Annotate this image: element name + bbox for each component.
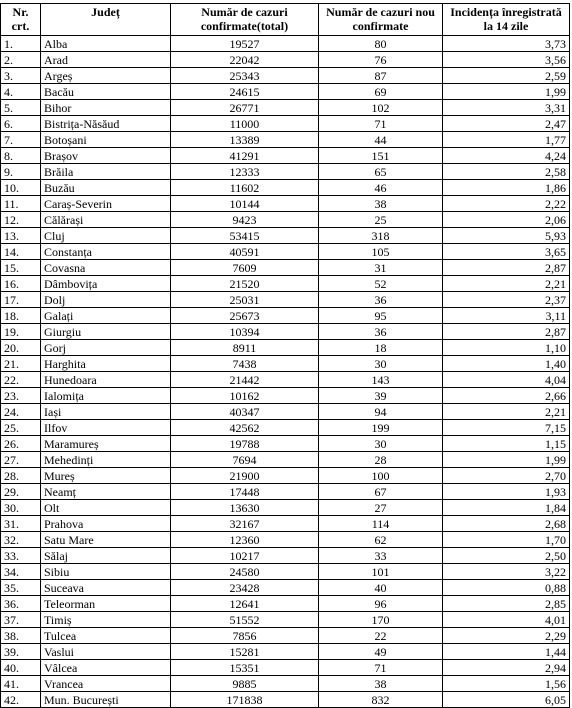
table-row xyxy=(1,244,570,260)
cell-judet: Vrancea xyxy=(41,676,171,692)
cell-confirmed-total: 15351 xyxy=(171,660,319,676)
cell-nr-crt: 26. xyxy=(1,436,41,452)
table-row xyxy=(1,36,570,52)
cell-confirmed-total: 25673 xyxy=(171,308,319,324)
cell-new-confirmed: 52 xyxy=(319,276,443,292)
table-row xyxy=(1,324,570,340)
cell-confirmed-total: 41291 xyxy=(171,148,319,164)
cell-incidence: 2,58 xyxy=(443,164,570,180)
table-row xyxy=(1,340,570,356)
cell-nr-crt: 24. xyxy=(1,404,41,420)
cell-new-confirmed: 199 xyxy=(319,420,443,436)
cell-judet: Maramureș xyxy=(41,436,171,452)
cell-incidence: 2,94 xyxy=(443,660,570,676)
cell-confirmed-total: 13630 xyxy=(171,500,319,516)
cell-new-confirmed: 22 xyxy=(319,628,443,644)
cell-new-confirmed: 39 xyxy=(319,388,443,404)
cell-nr-crt: 29. xyxy=(1,484,41,500)
cell-judet: Vaslui xyxy=(41,644,171,660)
cell-incidence: 1,44 xyxy=(443,644,570,660)
cell-new-confirmed: 38 xyxy=(319,196,443,212)
cell-incidence: 3,22 xyxy=(443,564,570,580)
cell-judet: Mehedinți xyxy=(41,452,171,468)
cell-nr-crt: 5. xyxy=(1,100,41,116)
cell-confirmed-total: 53415 xyxy=(171,228,319,244)
table-row xyxy=(1,292,570,308)
cell-confirmed-total: 10144 xyxy=(171,196,319,212)
cell-judet: Galați xyxy=(41,308,171,324)
cell-new-confirmed: 31 xyxy=(319,260,443,276)
table-row xyxy=(1,132,570,148)
cell-incidence: 1,84 xyxy=(443,500,570,516)
cell-incidence: 4,01 xyxy=(443,612,570,628)
cell-confirmed-total: 171838 xyxy=(171,692,319,708)
cell-nr-crt: 19. xyxy=(1,324,41,340)
cell-nr-crt: 15. xyxy=(1,260,41,276)
cell-incidence: 3,31 xyxy=(443,100,570,116)
header-confirmed-total: Număr de cazuri confirmate(total) xyxy=(171,4,319,36)
cell-new-confirmed: 100 xyxy=(319,468,443,484)
cell-confirmed-total: 13389 xyxy=(171,132,319,148)
table-row xyxy=(1,692,570,708)
cell-confirmed-total: 22042 xyxy=(171,52,319,68)
cell-incidence: 3,65 xyxy=(443,244,570,260)
table-row xyxy=(1,452,570,468)
cell-confirmed-total: 25031 xyxy=(171,292,319,308)
cell-judet: Vâlcea xyxy=(41,660,171,676)
cell-new-confirmed: 46 xyxy=(319,180,443,196)
cell-new-confirmed: 71 xyxy=(319,116,443,132)
cell-confirmed-total: 21520 xyxy=(171,276,319,292)
cell-incidence: 2,21 xyxy=(443,276,570,292)
table-body xyxy=(1,36,570,708)
table-row xyxy=(1,180,570,196)
cell-incidence: 1,10 xyxy=(443,340,570,356)
cell-confirmed-total: 11000 xyxy=(171,116,319,132)
cell-judet: Prahova xyxy=(41,516,171,532)
cell-judet: Bacău xyxy=(41,84,171,100)
cell-incidence: 2,68 xyxy=(443,516,570,532)
cell-judet: Neamț xyxy=(41,484,171,500)
cell-judet: Argeș xyxy=(41,68,171,84)
table-row xyxy=(1,356,570,372)
cell-nr-crt: 16. xyxy=(1,276,41,292)
cell-nr-crt: 32. xyxy=(1,532,41,548)
cell-confirmed-total: 7609 xyxy=(171,260,319,276)
cell-incidence: 2,70 xyxy=(443,468,570,484)
cell-nr-crt: 18. xyxy=(1,308,41,324)
header-new-confirmed: Număr de cazuri nou confirmate xyxy=(319,4,443,36)
cell-incidence: 1,70 xyxy=(443,532,570,548)
cell-nr-crt: 34. xyxy=(1,564,41,580)
table-row xyxy=(1,308,570,324)
table-row xyxy=(1,164,570,180)
table-row xyxy=(1,532,570,548)
cell-new-confirmed: 49 xyxy=(319,644,443,660)
cell-new-confirmed: 69 xyxy=(319,84,443,100)
cell-incidence: 2,06 xyxy=(443,212,570,228)
cell-incidence: 3,11 xyxy=(443,308,570,324)
cell-incidence: 2,21 xyxy=(443,404,570,420)
covid-county-table xyxy=(0,3,570,708)
cell-incidence: 2,59 xyxy=(443,68,570,84)
cell-incidence: 2,50 xyxy=(443,548,570,564)
cell-incidence: 1,15 xyxy=(443,436,570,452)
header-judet: Județ xyxy=(41,4,171,36)
cell-incidence: 2,87 xyxy=(443,324,570,340)
table-row xyxy=(1,148,570,164)
table-row xyxy=(1,420,570,436)
cell-judet: Bistrița-Năsăud xyxy=(41,116,171,132)
cell-judet: Sibiu xyxy=(41,564,171,580)
cell-incidence: 2,66 xyxy=(443,388,570,404)
cell-nr-crt: 22. xyxy=(1,372,41,388)
table-row xyxy=(1,676,570,692)
table-row xyxy=(1,500,570,516)
cell-judet: Iași xyxy=(41,404,171,420)
cell-judet: Constanța xyxy=(41,244,171,260)
cell-incidence: 1,99 xyxy=(443,84,570,100)
cell-judet: Timiș xyxy=(41,612,171,628)
cell-confirmed-total: 15281 xyxy=(171,644,319,660)
cell-incidence: 7,15 xyxy=(443,420,570,436)
table-row xyxy=(1,628,570,644)
cell-nr-crt: 42. xyxy=(1,692,41,708)
cell-confirmed-total: 25343 xyxy=(171,68,319,84)
cell-new-confirmed: 65 xyxy=(319,164,443,180)
cell-confirmed-total: 40347 xyxy=(171,404,319,420)
table-row xyxy=(1,516,570,532)
table-row xyxy=(1,580,570,596)
cell-new-confirmed: 105 xyxy=(319,244,443,260)
cell-incidence: 1,77 xyxy=(443,132,570,148)
cell-judet: Buzău xyxy=(41,180,171,196)
cell-new-confirmed: 40 xyxy=(319,580,443,596)
cell-new-confirmed: 28 xyxy=(319,452,443,468)
table-row xyxy=(1,52,570,68)
cell-nr-crt: 3. xyxy=(1,68,41,84)
cell-nr-crt: 17. xyxy=(1,292,41,308)
cell-confirmed-total: 24615 xyxy=(171,84,319,100)
cell-nr-crt: 10. xyxy=(1,180,41,196)
table-row xyxy=(1,468,570,484)
cell-confirmed-total: 10217 xyxy=(171,548,319,564)
cell-judet: Botoșani xyxy=(41,132,171,148)
cell-new-confirmed: 44 xyxy=(319,132,443,148)
table-row xyxy=(1,68,570,84)
table-row xyxy=(1,436,570,452)
cell-judet: Satu Mare xyxy=(41,532,171,548)
cell-nr-crt: 6. xyxy=(1,116,41,132)
cell-new-confirmed: 101 xyxy=(319,564,443,580)
cell-nr-crt: 1. xyxy=(1,36,41,52)
cell-new-confirmed: 76 xyxy=(319,52,443,68)
table-row xyxy=(1,404,570,420)
cell-judet: Cluj xyxy=(41,228,171,244)
table-row xyxy=(1,644,570,660)
cell-judet: Mun. București xyxy=(41,692,171,708)
cell-nr-crt: 7. xyxy=(1,132,41,148)
cell-judet: Dolj xyxy=(41,292,171,308)
cell-new-confirmed: 30 xyxy=(319,436,443,452)
cell-judet: Călărași xyxy=(41,212,171,228)
cell-judet: Harghita xyxy=(41,356,171,372)
cell-nr-crt: 40. xyxy=(1,660,41,676)
cell-incidence: 3,73 xyxy=(443,36,570,52)
cell-new-confirmed: 143 xyxy=(319,372,443,388)
cell-confirmed-total: 24580 xyxy=(171,564,319,580)
cell-nr-crt: 14. xyxy=(1,244,41,260)
cell-incidence: 2,29 xyxy=(443,628,570,644)
cell-new-confirmed: 38 xyxy=(319,676,443,692)
cell-judet: Ialomița xyxy=(41,388,171,404)
cell-nr-crt: 33. xyxy=(1,548,41,564)
cell-incidence: 4,24 xyxy=(443,148,570,164)
cell-new-confirmed: 832 xyxy=(319,692,443,708)
cell-judet: Arad xyxy=(41,52,171,68)
cell-new-confirmed: 27 xyxy=(319,500,443,516)
cell-incidence: 2,87 xyxy=(443,260,570,276)
cell-nr-crt: 35. xyxy=(1,580,41,596)
cell-new-confirmed: 71 xyxy=(319,660,443,676)
cell-confirmed-total: 32167 xyxy=(171,516,319,532)
table-row xyxy=(1,196,570,212)
cell-new-confirmed: 114 xyxy=(319,516,443,532)
header-nr-crt: Nr. crt. xyxy=(1,4,41,36)
cell-nr-crt: 25. xyxy=(1,420,41,436)
header-incidence-14-days: Incidența înregistrată la 14 zile xyxy=(443,4,570,36)
cell-new-confirmed: 102 xyxy=(319,100,443,116)
cell-judet: Alba xyxy=(41,36,171,52)
cell-new-confirmed: 318 xyxy=(319,228,443,244)
cell-confirmed-total: 42562 xyxy=(171,420,319,436)
cell-nr-crt: 23. xyxy=(1,388,41,404)
cell-incidence: 1,40 xyxy=(443,356,570,372)
cell-new-confirmed: 80 xyxy=(319,36,443,52)
cell-new-confirmed: 151 xyxy=(319,148,443,164)
cell-incidence: 1,86 xyxy=(443,180,570,196)
table-row xyxy=(1,612,570,628)
cell-nr-crt: 30. xyxy=(1,500,41,516)
cell-incidence: 1,56 xyxy=(443,676,570,692)
cell-nr-crt: 38. xyxy=(1,628,41,644)
cell-confirmed-total: 21900 xyxy=(171,468,319,484)
cell-new-confirmed: 95 xyxy=(319,308,443,324)
table-row xyxy=(1,212,570,228)
cell-incidence: 2,22 xyxy=(443,196,570,212)
cell-new-confirmed: 67 xyxy=(319,484,443,500)
cell-incidence: 2,37 xyxy=(443,292,570,308)
table-row xyxy=(1,100,570,116)
cell-confirmed-total: 9423 xyxy=(171,212,319,228)
cell-confirmed-total: 9885 xyxy=(171,676,319,692)
cell-incidence: 0,88 xyxy=(443,580,570,596)
cell-confirmed-total: 26771 xyxy=(171,100,319,116)
table-row xyxy=(1,228,570,244)
cell-incidence: 1,93 xyxy=(443,484,570,500)
cell-confirmed-total: 12360 xyxy=(171,532,319,548)
table-row xyxy=(1,260,570,276)
cell-nr-crt: 4. xyxy=(1,84,41,100)
cell-nr-crt: 37. xyxy=(1,612,41,628)
cell-confirmed-total: 40591 xyxy=(171,244,319,260)
table-row xyxy=(1,372,570,388)
cell-confirmed-total: 10394 xyxy=(171,324,319,340)
cell-incidence: 5,93 xyxy=(443,228,570,244)
cell-new-confirmed: 170 xyxy=(319,612,443,628)
table-row xyxy=(1,596,570,612)
cell-confirmed-total: 23428 xyxy=(171,580,319,596)
cell-new-confirmed: 87 xyxy=(319,68,443,84)
cell-judet: Dâmbovița xyxy=(41,276,171,292)
cell-judet: Covasna xyxy=(41,260,171,276)
cell-incidence: 2,47 xyxy=(443,116,570,132)
cell-judet: Bihor xyxy=(41,100,171,116)
cell-nr-crt: 20. xyxy=(1,340,41,356)
cell-nr-crt: 11. xyxy=(1,196,41,212)
cell-new-confirmed: 36 xyxy=(319,324,443,340)
cell-judet: Brăila xyxy=(41,164,171,180)
cell-new-confirmed: 18 xyxy=(319,340,443,356)
cell-incidence: 1,99 xyxy=(443,452,570,468)
cell-incidence: 6,05 xyxy=(443,692,570,708)
cell-confirmed-total: 11602 xyxy=(171,180,319,196)
cell-new-confirmed: 36 xyxy=(319,292,443,308)
cell-confirmed-total: 17448 xyxy=(171,484,319,500)
cell-nr-crt: 8. xyxy=(1,148,41,164)
cell-nr-crt: 9. xyxy=(1,164,41,180)
cell-judet: Giurgiu xyxy=(41,324,171,340)
cell-judet: Brașov xyxy=(41,148,171,164)
cell-judet: Caraș-Severin xyxy=(41,196,171,212)
cell-confirmed-total: 7856 xyxy=(171,628,319,644)
cell-nr-crt: 13. xyxy=(1,228,41,244)
cell-nr-crt: 2. xyxy=(1,52,41,68)
cell-judet: Hunedoara xyxy=(41,372,171,388)
table-row xyxy=(1,484,570,500)
cell-new-confirmed: 30 xyxy=(319,356,443,372)
table-row xyxy=(1,660,570,676)
table-row xyxy=(1,84,570,100)
cell-confirmed-total: 12641 xyxy=(171,596,319,612)
cell-judet: Olt xyxy=(41,500,171,516)
cell-new-confirmed: 33 xyxy=(319,548,443,564)
cell-nr-crt: 39. xyxy=(1,644,41,660)
cell-judet: Ilfov xyxy=(41,420,171,436)
table-row xyxy=(1,276,570,292)
cell-confirmed-total: 51552 xyxy=(171,612,319,628)
table-row xyxy=(1,564,570,580)
cell-nr-crt: 28. xyxy=(1,468,41,484)
cell-nr-crt: 27. xyxy=(1,452,41,468)
cell-incidence: 2,85 xyxy=(443,596,570,612)
cell-nr-crt: 21. xyxy=(1,356,41,372)
table-header-row xyxy=(1,4,570,36)
cell-judet: Mureș xyxy=(41,468,171,484)
cell-nr-crt: 12. xyxy=(1,212,41,228)
cell-incidence: 3,56 xyxy=(443,52,570,68)
cell-new-confirmed: 62 xyxy=(319,532,443,548)
cell-new-confirmed: 25 xyxy=(319,212,443,228)
cell-incidence: 4,04 xyxy=(443,372,570,388)
cell-new-confirmed: 94 xyxy=(319,404,443,420)
cell-confirmed-total: 10162 xyxy=(171,388,319,404)
cell-confirmed-total: 7694 xyxy=(171,452,319,468)
cell-nr-crt: 31. xyxy=(1,516,41,532)
cell-confirmed-total: 19788 xyxy=(171,436,319,452)
cell-confirmed-total: 19527 xyxy=(171,36,319,52)
cell-judet: Sălaj xyxy=(41,548,171,564)
cell-judet: Teleorman xyxy=(41,596,171,612)
cell-nr-crt: 41. xyxy=(1,676,41,692)
cell-new-confirmed: 96 xyxy=(319,596,443,612)
cell-confirmed-total: 8911 xyxy=(171,340,319,356)
cell-judet: Suceava xyxy=(41,580,171,596)
cell-judet: Gorj xyxy=(41,340,171,356)
cell-judet: Tulcea xyxy=(41,628,171,644)
table-row xyxy=(1,116,570,132)
cell-confirmed-total: 12333 xyxy=(171,164,319,180)
cell-confirmed-total: 21442 xyxy=(171,372,319,388)
table-row xyxy=(1,388,570,404)
table-row xyxy=(1,548,570,564)
cell-confirmed-total: 7438 xyxy=(171,356,319,372)
cell-nr-crt: 36. xyxy=(1,596,41,612)
